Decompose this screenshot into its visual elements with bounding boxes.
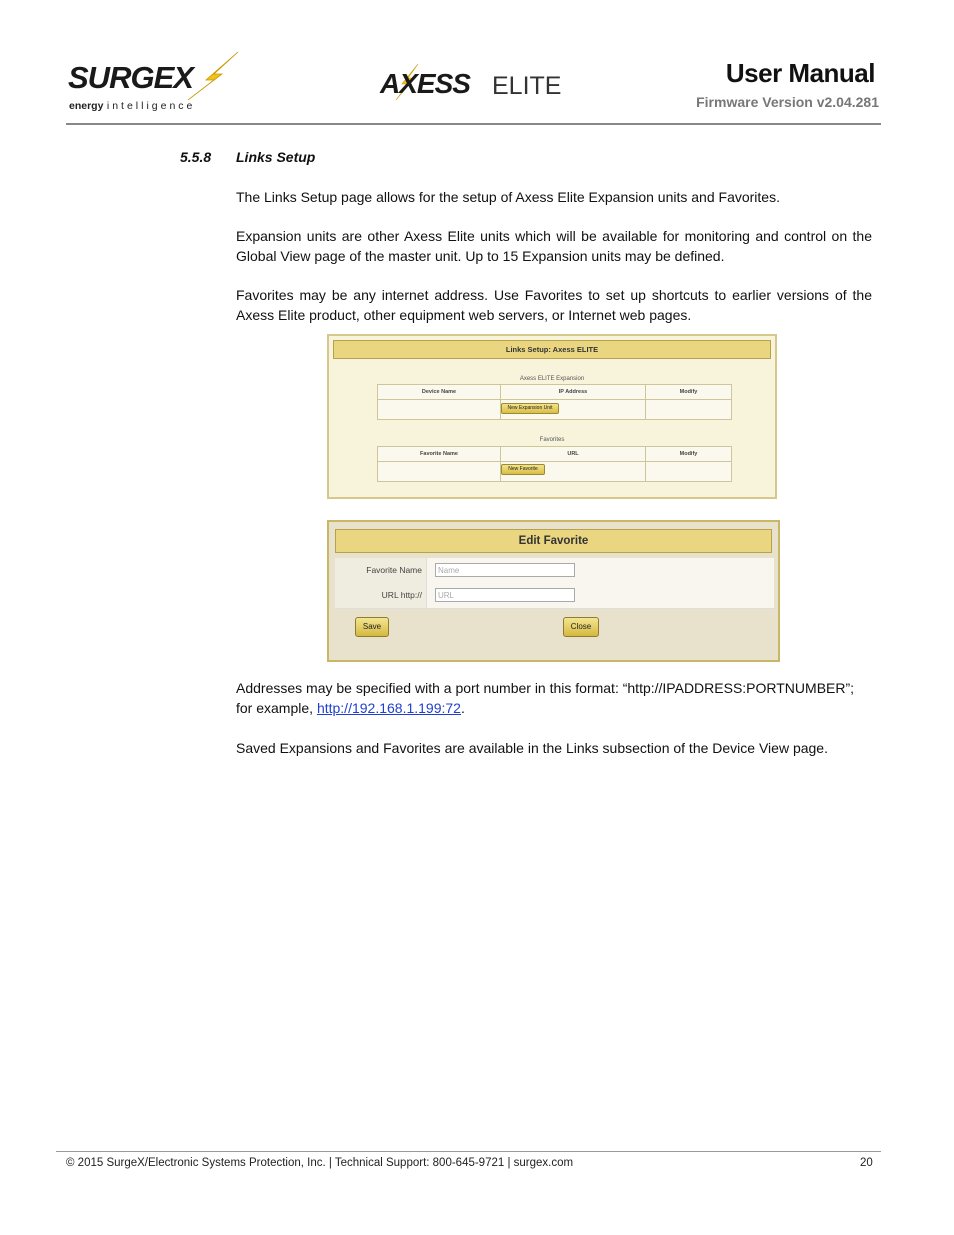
favorite-name-input[interactable]: Name	[435, 563, 575, 577]
surgex-logo	[66, 52, 241, 116]
page-number: 20	[860, 1157, 873, 1169]
elite-logo-text: ELITE	[492, 72, 562, 100]
edit-favorite-title: Edit Favorite	[335, 529, 772, 553]
favorite-name-row	[335, 558, 774, 584]
table-header-row	[378, 447, 731, 462]
column-modify: Modify	[679, 389, 698, 395]
footer-text: © 2015 SurgeX/Electronic Systems Protection, Inc. | Technical Support: 800-645-9721 | surgex.com	[66, 1157, 574, 1169]
document-title: User Manual	[725, 58, 875, 88]
expansion-table	[377, 384, 732, 420]
firmware-version: Firmware Version v2.04.281	[696, 94, 879, 110]
footer-divider	[56, 1151, 881, 1152]
paragraph-favorites: Favorites may be any internet address. Use Favorites to set up shortcuts to earlier versions of the Axess Elite product, other equipment web servers, or Internet web pages.	[236, 287, 872, 323]
table-row	[378, 462, 731, 481]
favorites-caption: Favorites	[539, 437, 565, 443]
url-input[interactable]: URL	[435, 588, 575, 602]
paragraph-expansion: Expansion units are other Axess Elite units which will be available for monitoring and control on the Global View page of the master unit. Up to 15 Expansion units may be defined.	[236, 228, 872, 264]
column-favorite-name: Favorite Name	[378, 447, 501, 461]
favorites-table	[377, 446, 732, 482]
close-button[interactable]: Close	[563, 617, 599, 637]
save-button[interactable]: Save	[355, 617, 389, 637]
links-setup-screenshot	[327, 334, 777, 499]
links-setup-title: Links Setup: Axess ELITE	[333, 340, 771, 359]
column-device-name: Device Name	[378, 385, 501, 399]
column-ip-address: IP Address	[501, 385, 646, 399]
url-label: URL http://	[335, 583, 427, 608]
paragraph-intro: The Links Setup page allows for the setup of Axess Elite Expansion units and Favorites.	[236, 189, 780, 205]
edit-favorite-screenshot	[327, 520, 780, 662]
new-favorite-button[interactable]: New Favorite	[501, 464, 545, 475]
section-title: Links Setup	[236, 149, 316, 165]
paragraph-saved: Saved Expansions and Favorites are available in the Links subsection of the Device View page.	[236, 740, 828, 756]
axess-logo-text: AXESS	[380, 68, 470, 99]
surgex-logo-text: SURGEX	[68, 60, 193, 95]
column-modify: Modify	[679, 451, 698, 457]
column-url: URL	[501, 447, 646, 461]
section-number: 5.5.8	[180, 149, 212, 165]
header-divider	[66, 123, 881, 125]
favorite-name-label: Favorite Name	[335, 558, 427, 583]
table-header-row	[378, 385, 731, 400]
new-expansion-unit-button[interactable]: New Expansion Unit	[501, 403, 559, 414]
url-row	[335, 583, 774, 609]
example-url-link[interactable]: http://192.168.1.199:72	[316, 700, 461, 716]
paragraph-port-format: Addresses may be specified with a port number in this format: “http://IPADDRESS:PORTNUMBER”; for example, http://192.168.1.199:72.	[236, 680, 855, 716]
lightning-bolt-icon	[184, 52, 240, 100]
surgex-tagline: energy intelligence	[69, 100, 196, 112]
expansion-caption: Axess ELITE Expansion	[519, 376, 585, 382]
